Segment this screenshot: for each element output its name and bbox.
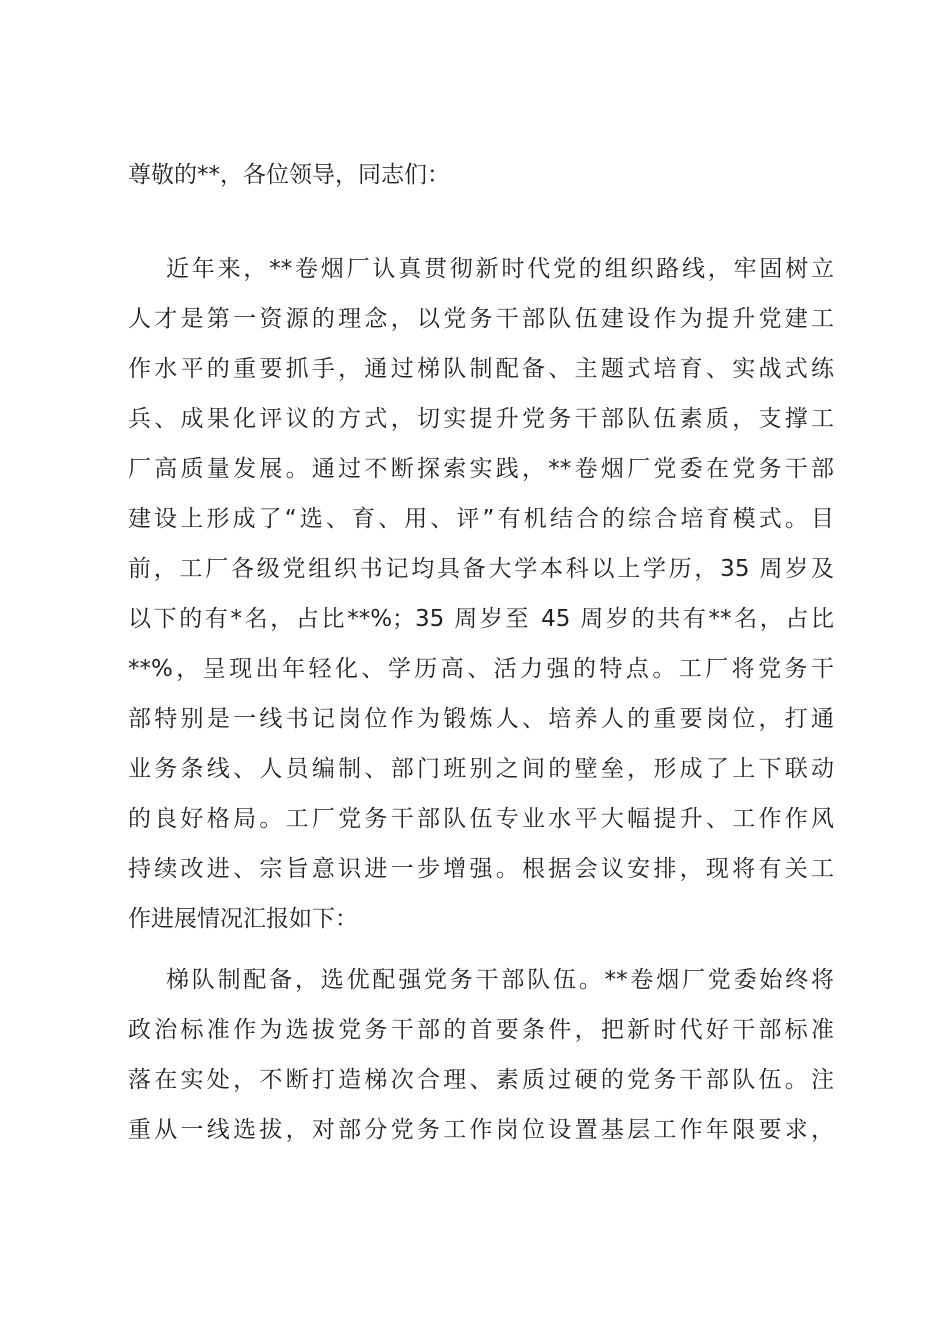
paragraph-line: 近年来，**卷烟厂认真贯彻新时代党的组织路线，牢固树立 (166, 256, 834, 282)
paragraph-line: **%，呈现出年轻化、学历高、活力强的特点。工厂将党务干 (128, 656, 834, 682)
paragraph-line: 兵、成果化评议的方式，切实提升党务干部队伍素质，支撑工 (128, 406, 834, 432)
paragraph-line: 重从一线选拔，对部分党务工作岗位设置基层工作年限要求， (128, 1117, 834, 1143)
paragraph-line: 作水平的重要抓手，通过梯队制配备、主题式培育、实战式练 (128, 356, 834, 382)
paragraph-line: 业务条线、人员编制、部门班别之间的壁垒，形成了上下联动 (128, 756, 834, 782)
paragraph-line: 厂高质量发展。通过不断探索实践，**卷烟厂党委在党务干部 (128, 456, 834, 482)
paragraph-line: 部特别是一线书记岗位作为锻炼人、培养人的重要岗位，打通 (128, 706, 834, 732)
paragraph-1 (128, 244, 834, 944)
paragraph-line: 作进展情况汇报如下： (128, 906, 358, 932)
paragraph-line: 建设上形成了“选、育、用、评”有机结合的综合培育模式。目 (128, 506, 834, 532)
paragraph-line: 落在实处，不断打造梯次合理、素质过硬的党务干部队伍。注 (128, 1067, 834, 1093)
paragraph-line: 人才是第一资源的理念，以党务干部队伍建设作为提升党建工 (128, 306, 834, 332)
paragraph-line: 的良好格局。工厂党务干部队伍专业水平大幅提升、工作作风 (128, 806, 834, 832)
paragraph-line: 持续改进、宗旨意识进一步增强。根据会议安排，现将有关工 (128, 856, 834, 882)
salutation (128, 150, 834, 200)
paragraph-line: 政治标准作为选拔党务干部的首要条件，把新时代好干部标准 (128, 1017, 834, 1043)
salutation-line: 尊敬的**，各位领导，同志们： (128, 162, 450, 188)
paragraph-line: 前，工厂各级党组织书记均具备大学本科以上学历，35 周岁及 (128, 556, 834, 582)
paragraph-2 (128, 955, 834, 1155)
paragraph-line: 梯队制配备，选优配强党务干部队伍。**卷烟厂党委始终将 (166, 967, 834, 993)
paragraph-line: 以下的有*名，占比**%；35 周岁至 45 周岁的共有**名，占比 (128, 606, 834, 632)
